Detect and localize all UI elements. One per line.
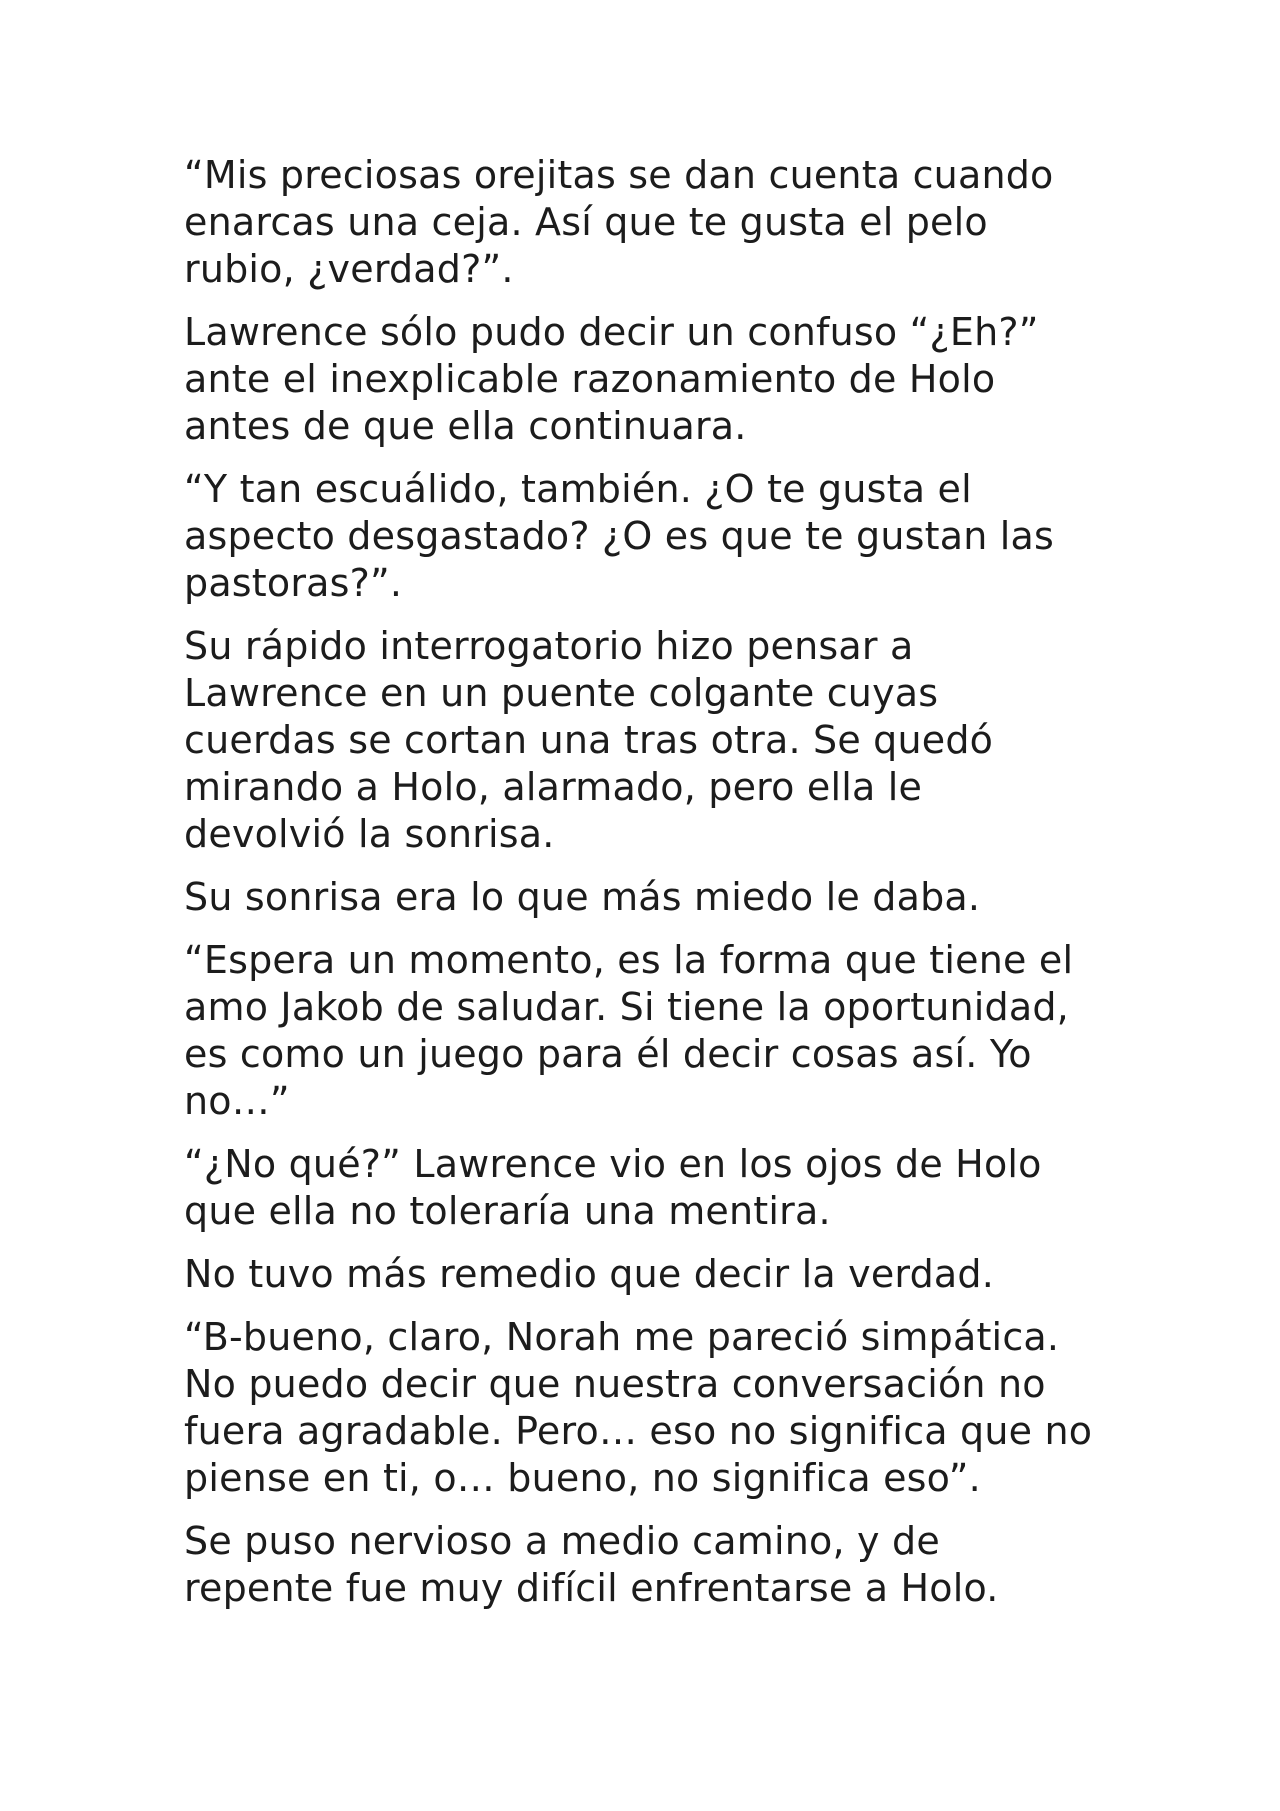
paragraph: Su rápido interrogatorio hizo pensar a Lawrence en un puente colgante cuyas cuerdas se cortan una tras otra. Se quedó mirando a Holo, alarmado, pero ella le devolvió la sonrisa. [184,624,994,856]
paragraph: “Espera un momento, es la forma que tiene el amo Jakob de saludar. Si tiene la oportunidad, es como un juego para él decir cosas así. Yo no…” [184,938,1074,1123]
paragraph: Su sonrisa era lo que más miedo le daba. [184,875,981,919]
paragraph: “B-bueno, claro, Norah me pareció simpática. No puedo decir que nuestra conversación no fuera agradable. Pero… eso no significa que no piense en ti, o… bueno, no significa eso”. [184,1315,1093,1500]
paragraph: Se puso nervioso a medio camino, y de repente fue muy difícil enfrentarse a Holo. [184,1519,999,1610]
paragraph: “Y tan escuálido, también. ¿O te gusta el aspecto desgastado? ¿O es que te gustan las pastoras?”. [184,467,1055,605]
paragraph: No tuvo más remedio que decir la verdad. [184,1252,994,1296]
body-text [184,152,1124,1628]
paragraph: “¿No qué?” Lawrence vio en los ojos de Holo que ella no toleraría una mentira. [184,1142,1042,1233]
paragraph: “Mis preciosas orejitas se dan cuenta cuando enarcas una ceja. Así que te gusta el pelo rubio, ¿verdad?”. [184,153,1054,291]
paragraph: Lawrence sólo pudo decir un confuso “¿Eh?” ante el inexplicable razonamiento de Holo antes de que ella continuara. [184,310,1039,448]
